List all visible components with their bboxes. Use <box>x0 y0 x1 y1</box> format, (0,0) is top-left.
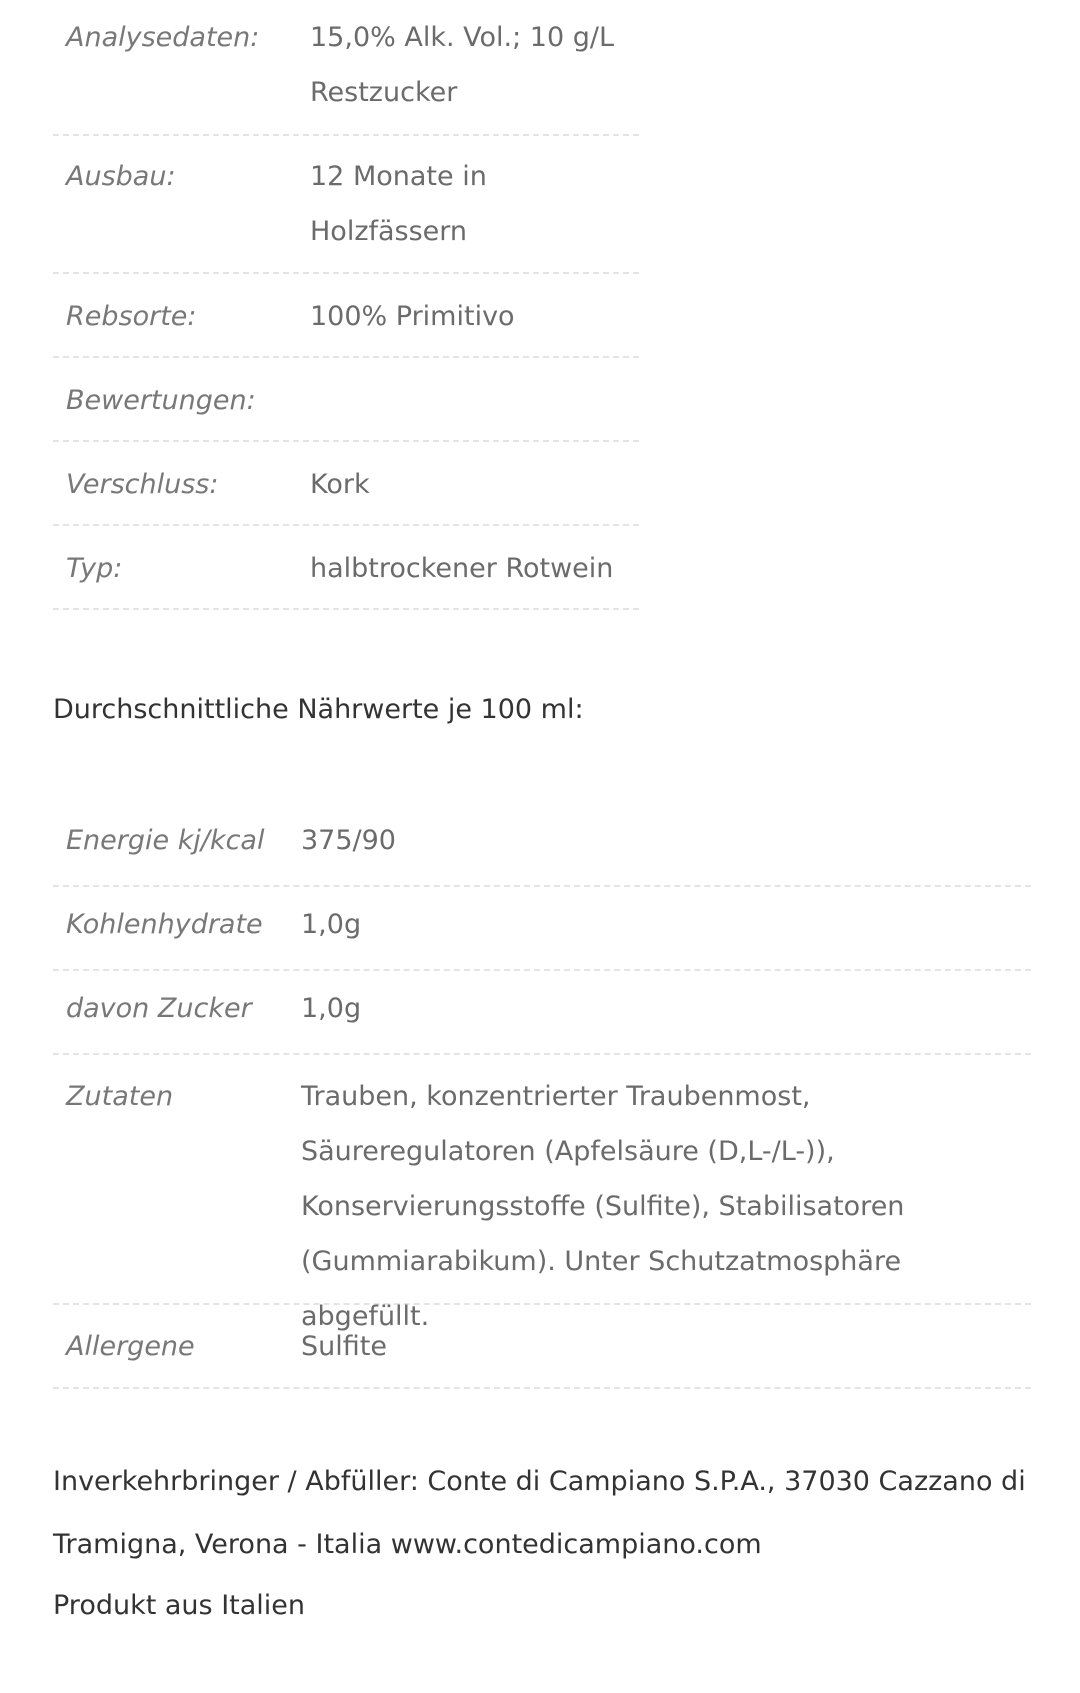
spec-label: Typ: <box>66 553 123 584</box>
nutrition-label: Kohlenhydrate <box>66 909 263 940</box>
spec-value: halbtrockener Rotwein <box>310 553 614 584</box>
nutrition-label: Energie kj/kcal <box>66 825 265 856</box>
spec-row-bewertungen <box>53 358 639 442</box>
nutrition-row-energie <box>53 803 1031 887</box>
producer-info: Inverkehrbringer / Abfüller: Conte di Campiano S.P.A., 37030 Cazzano di Tramigna, Verona - Italia www.contedicampiano.com <box>53 1466 1026 1560</box>
spec-row-typ <box>53 526 639 610</box>
spec-value <box>310 373 639 440</box>
spec-label: Ausbau: <box>66 161 176 192</box>
spec-row-rebsorte <box>53 274 639 358</box>
product-origin: Produkt aus Italien <box>53 1590 306 1621</box>
nutrition-value: 1,0g <box>301 909 362 940</box>
spec-value: 15,0% Alk. Vol.; 10 g/L Restzucker <box>310 22 615 108</box>
spec-value: 100% Primitivo <box>310 301 515 332</box>
nutrition-label: davon Zucker <box>66 993 252 1024</box>
nutrition-row-allergene <box>53 1305 1031 1389</box>
nutrition-row-kohlenhydrate <box>53 887 1031 971</box>
spec-label: Analysedaten: <box>66 22 260 53</box>
nutrition-label: Zutaten <box>66 1081 174 1112</box>
nutrition-value: 1,0g <box>301 993 362 1024</box>
spec-value: 12 Monate in Holzfässern <box>310 161 487 247</box>
nutrition-heading: Durchschnittliche Nährwerte je 100 ml: <box>53 694 584 725</box>
nutrition-row-zucker <box>53 971 1031 1055</box>
spec-label: Verschluss: <box>66 469 219 500</box>
spec-row-verschluss <box>53 442 639 526</box>
nutrition-value: 375/90 <box>301 825 396 856</box>
nutrition-table <box>53 803 1031 1389</box>
nutrition-row-zutaten <box>53 1055 1031 1332</box>
nutrition-value: Trauben, konzentrierter Traubenmost, Säureregulatoren (Apfelsäure (D,L-/L-)), Konservierungsstoffe (Sulfite), Stabilisatoren (Gummiarabikum). Unter Schutzatmosphäre abgefüllt. <box>301 1081 905 1332</box>
spec-label: Rebsorte: <box>66 301 197 332</box>
nutrition-value: Sulfite <box>301 1331 387 1362</box>
wine-spec-table <box>53 0 639 610</box>
spec-label: Bewertungen: <box>66 385 256 416</box>
spec-row-analysedaten <box>53 0 639 136</box>
spec-row-ausbau <box>53 136 639 274</box>
spec-value: Kork <box>310 469 370 500</box>
nutrition-label: Allergene <box>66 1331 195 1362</box>
